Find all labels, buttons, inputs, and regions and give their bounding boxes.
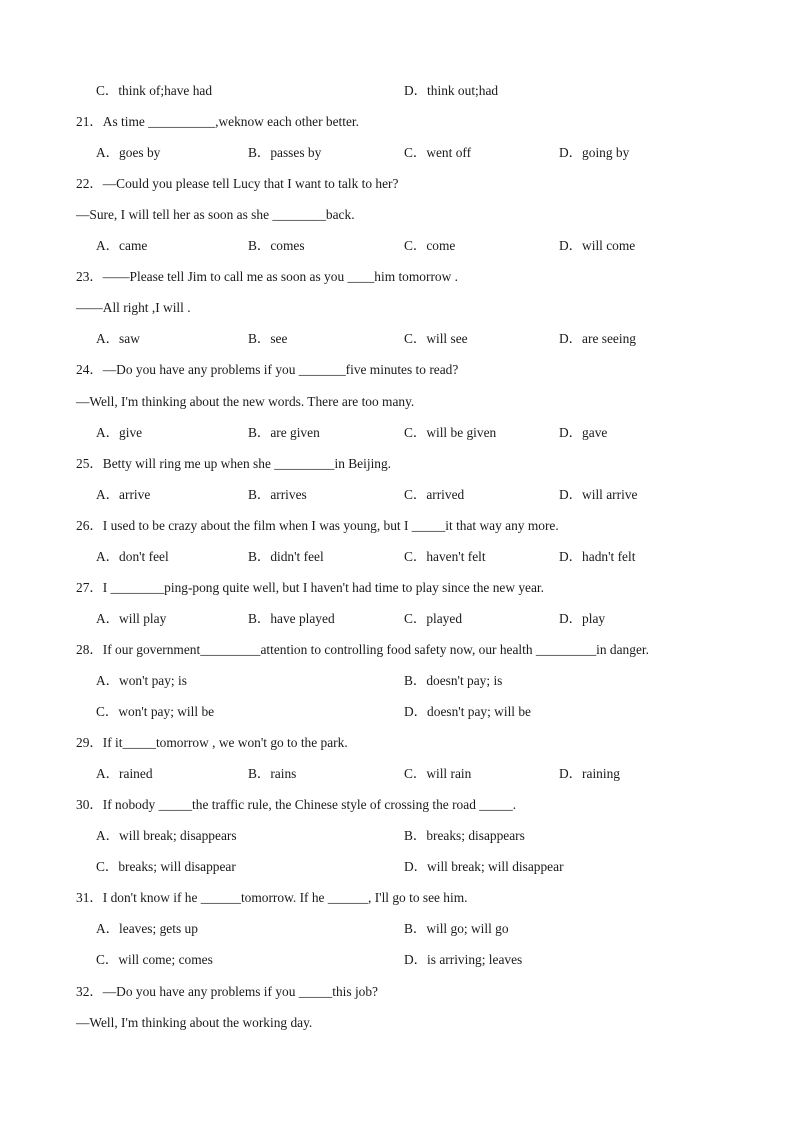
answer-option: C．played <box>404 610 463 626</box>
answer-option: A．will break; disappears <box>96 828 237 844</box>
question-text: —Well, I'm thinking about the new words. There are too many. <box>76 393 415 409</box>
answer-options-row <box>0 826 794 846</box>
answer-options-row <box>0 236 794 256</box>
question-text: 27．I ________ping-pong quite well, but I haven't had time to play since the new year. <box>76 579 545 595</box>
question-line <box>0 982 794 1002</box>
answer-option: B．have played <box>248 610 335 626</box>
answer-option: C．haven't felt <box>404 548 486 564</box>
answer-options-row <box>0 919 794 939</box>
answer-option: D．think out;had <box>404 83 499 98</box>
question-line <box>0 888 794 908</box>
question-text: 30．If nobody _____the traffic rule, the Chinese style of crossing the road _____. <box>76 797 517 813</box>
answer-option: C．won't pay; will be <box>96 704 215 719</box>
question-text: 28．If our government_________attention to controlling food safety now, our health _________in danger. <box>76 641 649 657</box>
answer-options-row <box>0 764 794 784</box>
answer-option: C．think of;have had <box>96 83 213 98</box>
answer-option: D．are seeing <box>559 331 636 347</box>
question-line <box>0 298 794 318</box>
answer-option: C．will be given <box>404 424 497 440</box>
answer-option: B．see <box>248 331 288 347</box>
answer-options-row <box>0 671 794 691</box>
question-line <box>0 1013 794 1033</box>
question-text: 23．——Please tell Jim to call me as soon as you ____him tomorrow . <box>76 269 458 285</box>
answer-option: A．won't pay; is <box>96 673 187 688</box>
answer-options-row <box>0 609 794 629</box>
answer-option: C．come <box>404 238 456 254</box>
answer-options-row <box>0 857 794 877</box>
answer-option: A．leaves; gets up <box>96 921 198 937</box>
answer-option: B．arrives <box>248 486 307 502</box>
question-line <box>0 205 794 225</box>
answer-option: A．arrive <box>96 486 151 502</box>
question-line <box>0 174 794 194</box>
answer-option: B．doesn't pay; is <box>404 673 503 688</box>
answer-option: A．don't feel <box>96 548 169 564</box>
question-text: 22．—Could you please tell Lucy that I want to talk to her? <box>76 176 399 192</box>
question-text: 26．I used to be crazy about the film when I was young, but I _____it that way any more. <box>76 517 559 533</box>
answer-option: B．passes by <box>248 145 322 161</box>
answer-option: D．doesn't pay; will be <box>404 704 532 719</box>
answer-option: A．rained <box>96 766 153 782</box>
answer-options-row <box>0 485 794 505</box>
question-text: 21．As time __________,weknow each other better. <box>76 114 360 129</box>
question-text: 25．Betty will ring me up when she _________in Beijing. <box>76 455 392 471</box>
answer-option: C．breaks; will disappear <box>96 859 236 875</box>
answer-options-row <box>0 547 794 567</box>
question-text: —Well, I'm thinking about the working day. <box>76 1014 313 1030</box>
question-line <box>0 112 794 132</box>
answer-option: D．is arriving; leaves <box>404 952 523 968</box>
answer-option: D．raining <box>559 766 620 782</box>
answer-option: B．rains <box>248 766 297 782</box>
question-line <box>0 516 794 536</box>
question-line <box>0 360 794 380</box>
answer-option: A．give <box>96 424 143 440</box>
question-text: 31．I don't know if he ______tomorrow. If he ______, I'll go to see him. <box>76 890 468 906</box>
answer-option: B．comes <box>248 238 305 254</box>
question-line <box>0 267 794 287</box>
answer-options-row <box>0 950 794 970</box>
question-text: —Sure, I will tell her as soon as she ________back. <box>76 207 355 223</box>
question-line <box>0 640 794 660</box>
answer-option: C．will see <box>404 331 468 347</box>
answer-option: D．hadn't felt <box>559 548 636 564</box>
answer-option: C．will rain <box>404 766 472 782</box>
answer-option: D．going by <box>559 145 630 161</box>
question-text: ——All right ,I will . <box>76 300 191 316</box>
question-line <box>0 733 794 753</box>
answer-option: A．came <box>96 238 148 254</box>
answer-option: C．will come; comes <box>96 952 213 968</box>
answer-option: D．will arrive <box>559 486 638 502</box>
answer-option: D．will break; will disappear <box>404 859 564 875</box>
answer-option: D．play <box>559 610 606 626</box>
answer-option: B．breaks; disappears <box>404 828 525 844</box>
question-text: 32．—Do you have any problems if you _____this job? <box>76 983 378 999</box>
question-line <box>0 795 794 815</box>
question-line <box>0 578 794 598</box>
answer-options-row <box>0 423 794 443</box>
question-line <box>0 454 794 474</box>
answer-option: B．will go; will go <box>404 921 509 937</box>
answer-options-row <box>0 81 794 101</box>
question-line <box>0 392 794 412</box>
answer-options-row <box>0 702 794 722</box>
question-text: 29．If it_____tomorrow , we won't go to the park. <box>76 735 348 751</box>
answer-options-row <box>0 143 794 163</box>
answer-option: D．will come <box>559 238 636 254</box>
answer-option: A．saw <box>96 331 140 347</box>
answer-option: C．arrived <box>404 486 465 502</box>
answer-option: B．didn't feel <box>248 548 324 564</box>
answer-option: B．are given <box>248 424 320 440</box>
answer-option: A．will play <box>96 610 167 626</box>
answer-option: A．goes by <box>96 145 161 161</box>
answer-option: D．gave <box>559 424 608 440</box>
question-text: 24．—Do you have any problems if you _______five minutes to read? <box>76 362 459 378</box>
answer-options-row <box>0 329 794 349</box>
answer-option: C．went off <box>404 145 472 161</box>
